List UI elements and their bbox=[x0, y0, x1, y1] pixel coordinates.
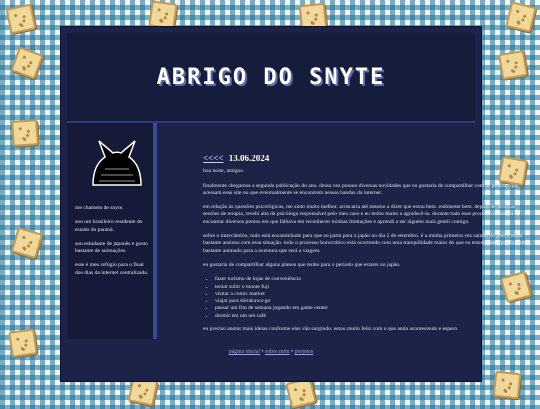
nav-separator: • bbox=[289, 349, 295, 355]
post-closing: eu preciso anotar mais ideias conforme elas vão surgindo. estou muito feliz com o que anda acontecendo e espero bbox=[203, 326, 458, 333]
nav-link-about[interactable]: sobre mim bbox=[265, 349, 290, 355]
post-greeting: boa noite, amigos. bbox=[203, 168, 245, 175]
list-item: • tentar subir o monte fuji bbox=[215, 284, 531, 291]
site-title: ABRIGO DO SNYTE bbox=[156, 64, 386, 90]
cracker-decoration bbox=[6, 4, 37, 35]
sidebar bbox=[67, 123, 157, 339]
list-item: • fazer turismo de lojas de conveniência bbox=[215, 276, 531, 283]
page-frame bbox=[60, 26, 529, 382]
bio-paragraph: esse é meu refúgio para o final dos dias da internet centralizada. bbox=[75, 262, 149, 276]
cracker-decoration bbox=[498, 50, 528, 80]
bio-paragraph: me chamem de snyte. bbox=[75, 205, 124, 211]
bio-paragraph: sou um brasileiro residente do estado do paraná. bbox=[75, 219, 143, 233]
post-paragraph: finalmente chegamos a segunda publicação do ano. dessa vez possuo diversas novidades que eu gostaria de compartilhar com as pessoas que acessam esse site ou que eventualmente se encontrem nessas bandas da internet. bbox=[203, 182, 519, 196]
list-item: • visitar a comic market bbox=[215, 291, 531, 298]
post-paragraph: eu gostaria de compartilhar alguns planos que tenho para o período que estarei no japão. bbox=[203, 261, 401, 268]
back-link[interactable]: <<<< bbox=[203, 155, 224, 163]
cat-silhouette-icon bbox=[87, 139, 147, 197]
footer-nav bbox=[61, 349, 481, 355]
list-item: • dormir em um net café bbox=[215, 313, 531, 320]
post-content bbox=[203, 155, 531, 361]
cracker-decoration bbox=[10, 46, 43, 79]
post-date: 13.06.2024 bbox=[228, 155, 270, 163]
nav-separator: • bbox=[260, 349, 266, 355]
cracker-decoration bbox=[8, 328, 37, 357]
bio-paragraph: sou estudante de japonês e gosto bastante de animações. bbox=[75, 240, 148, 255]
header-banner bbox=[67, 33, 475, 123]
cracker-decoration bbox=[11, 227, 43, 259]
cracker-decoration bbox=[505, 1, 537, 33]
nav-link-projects[interactable]: projetos bbox=[294, 349, 314, 355]
plans-list bbox=[203, 276, 531, 320]
cracker-decoration bbox=[11, 119, 39, 147]
post-header bbox=[203, 155, 531, 162]
list-item: • viajar para shirakawa-go bbox=[215, 298, 531, 305]
post-paragraph: sobre o intercâmbio, tudo está encaminhado para que eu parta para o japão no dia 2 de setembro. é a minha primeira vez saindo do país e estou bastante ansioso com essa situação. todo o processo burocrático está ocorrendo com uma tranquilidade maior do que eu estava antecipando. estou bastante animado para a aventura que será a viagem. bbox=[203, 233, 529, 254]
sidebar-bio bbox=[75, 205, 151, 284]
cracker-decoration bbox=[493, 371, 522, 400]
nav-link-home[interactable]: página inicial bbox=[228, 349, 261, 355]
list-item: • passar um fim de semana jogando em game center bbox=[215, 305, 531, 312]
post-paragraph: em relação às questões psicológicas, me sinto muito melhor. arriscaria até mesmo a dizer que estou bem. realmente bem. depois de diversas sessões de terapia, recebi alta da psicóloga responsável pelo meu caso e eu tenho muito a agradecê-la. durante todo esse processo consegui encontrar diversos pontos em que falhava em reconhecer minhas limitações e aprendi a ser alguém mais gentil comigo. bbox=[203, 204, 516, 225]
